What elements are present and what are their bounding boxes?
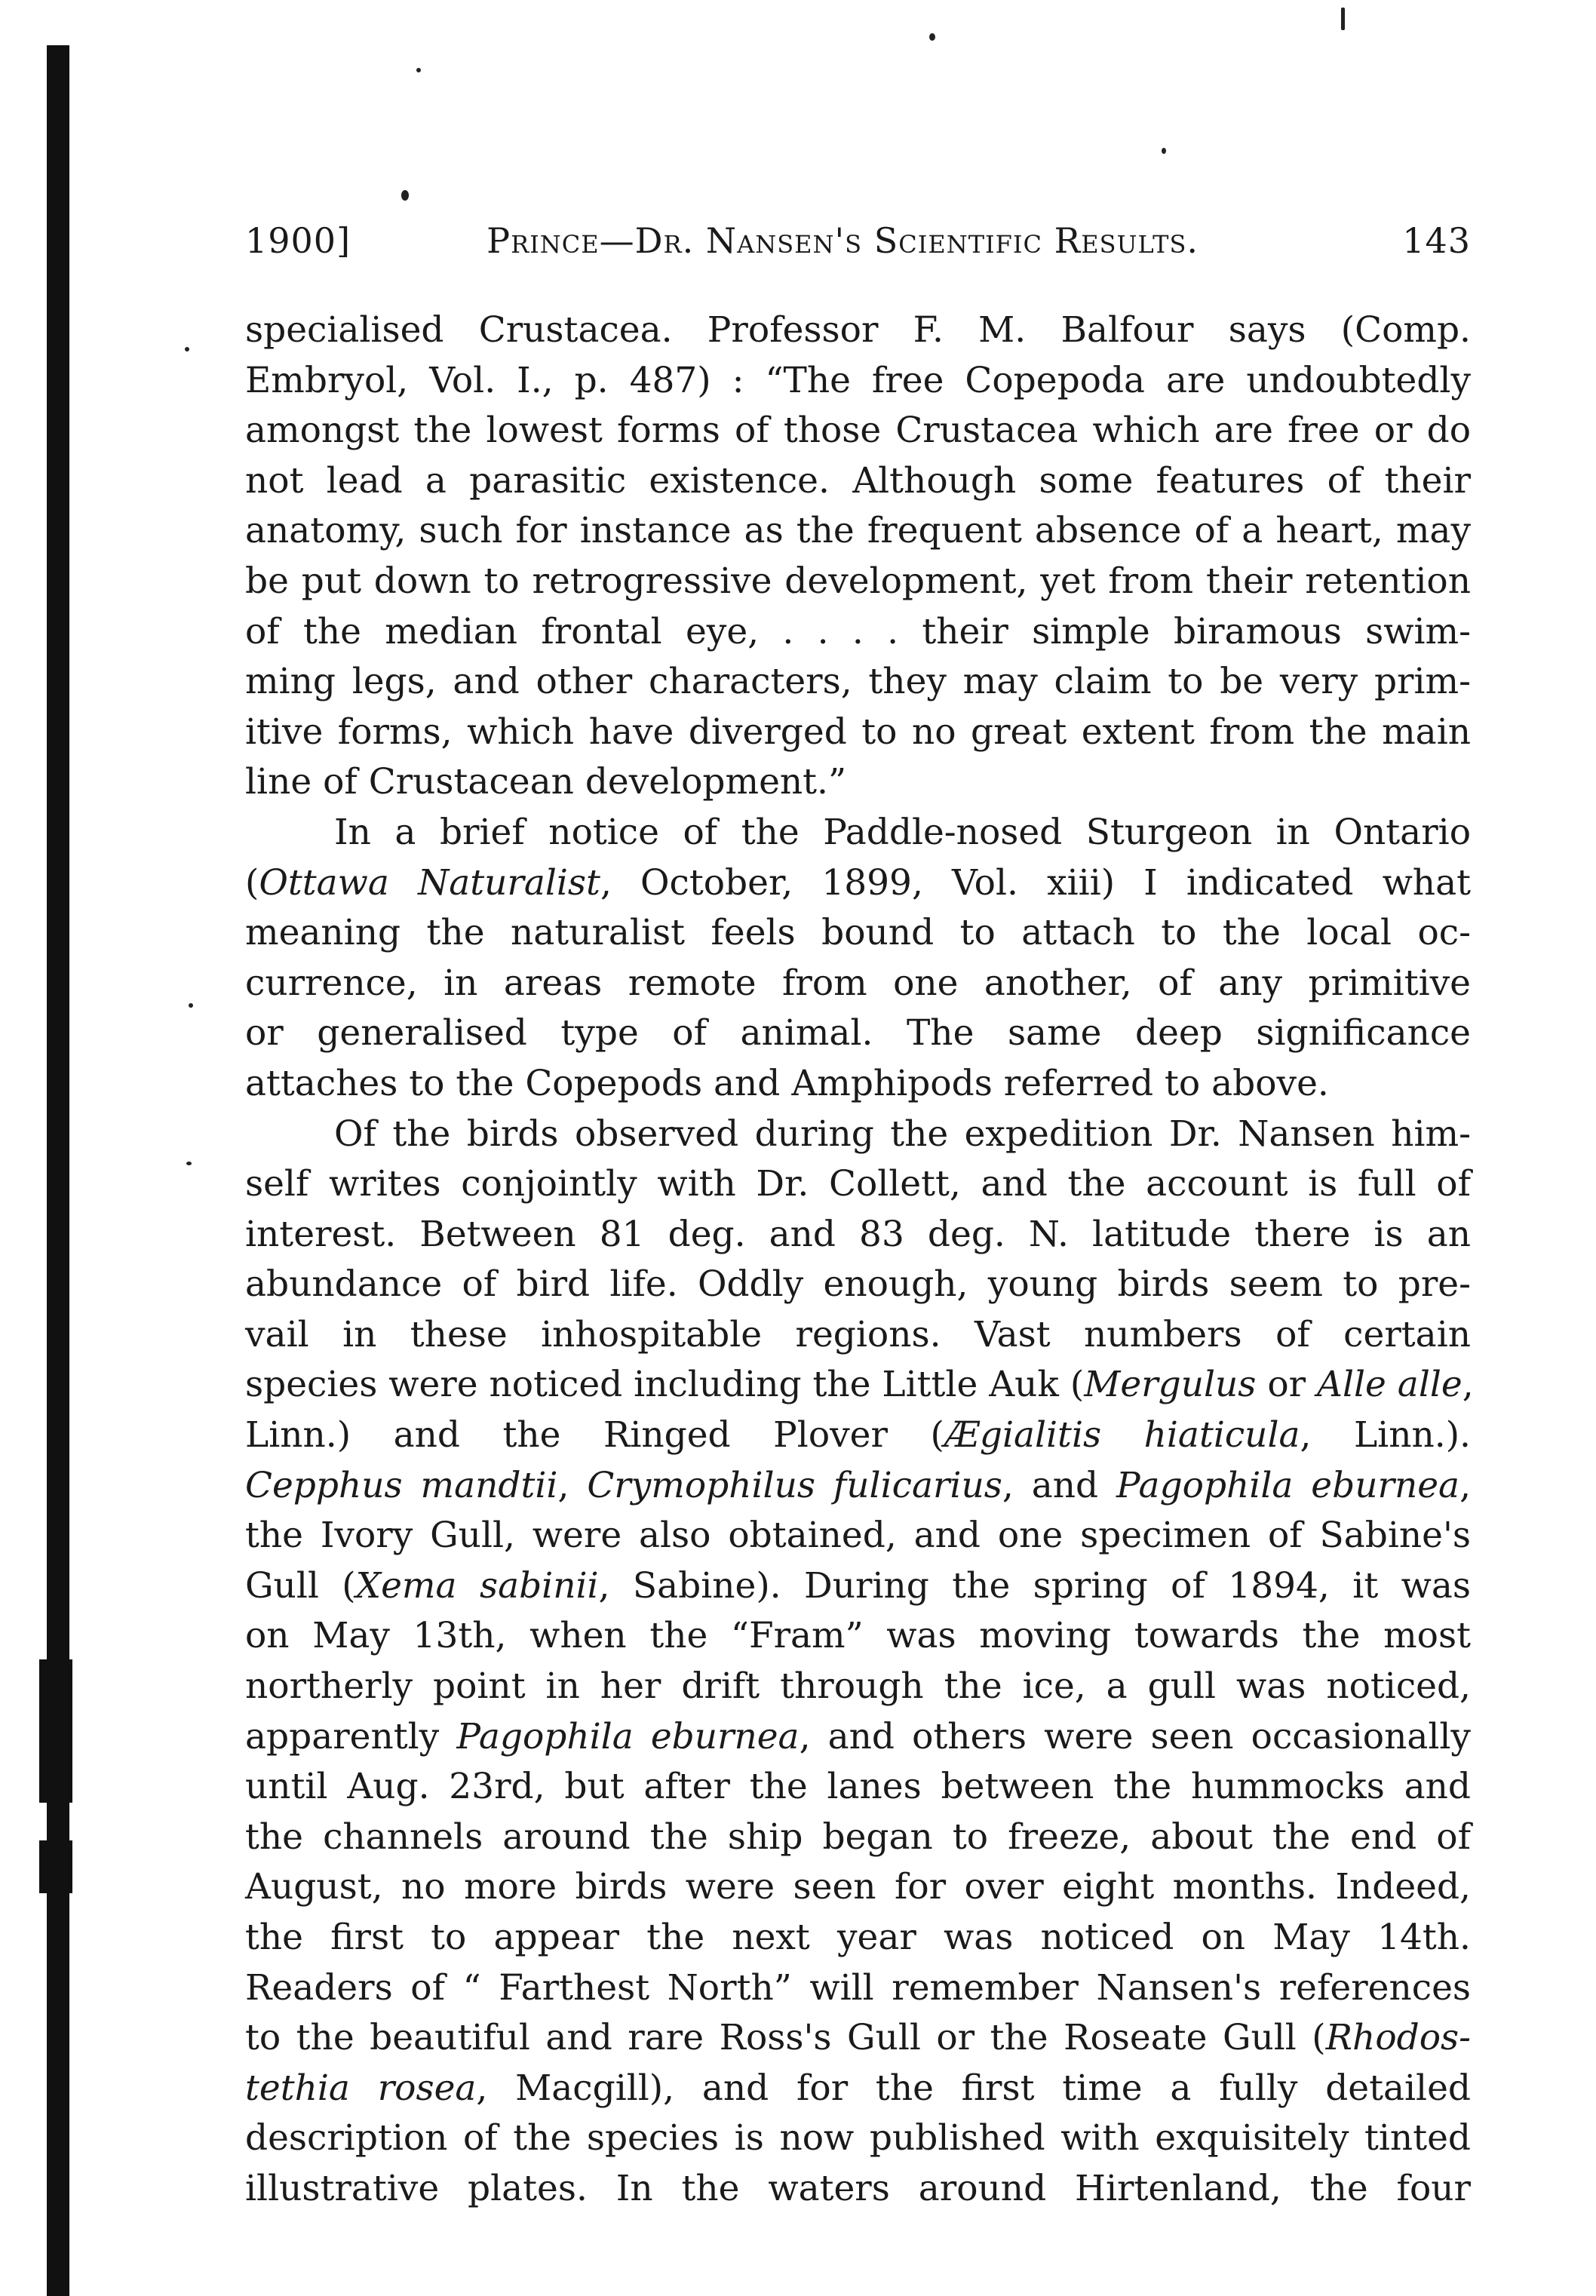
text-line: ming legs, and other characters, they may claim to be very prim- [245, 661, 1471, 703]
text-line: (Ottawa Naturalist, October, 1899, Vol. xiii) I indicated what [245, 861, 1471, 904]
binding-edge [47, 45, 69, 2296]
text-line: description of the species is now published with exquisitely tinted [245, 2117, 1471, 2159]
text-line: itive forms, which have diverged to no great extent from the main [245, 711, 1471, 753]
text-line: Of the birds observed during the expedition Dr. Nansen him- [334, 1113, 1471, 1155]
text-line: be put down to retrogressive development, yet from their retention [245, 560, 1471, 602]
page-number: 143 [1402, 220, 1471, 261]
binding-mark [39, 1659, 72, 1803]
text-line: tethia rosea, Macgill), and for the first time a fully detailed [245, 2067, 1471, 2109]
text-line: meaning the naturalist feels bound to attach to the local oc- [245, 912, 1471, 954]
running-head-title: Prince—Dr. Nansen's Scientific Results. [486, 220, 1199, 261]
text-line: currence, in areas remote from one another, of any primitive [245, 962, 1471, 1004]
text-line: Embryol, Vol. I., p. 487) : “The free Copepoda are undoubtedly [245, 359, 1471, 401]
text-line: vail in these inhospitable regions. Vast numbers of certain [245, 1313, 1471, 1355]
text-line: amongst the lowest forms of those Crustacea which are free or do [245, 410, 1471, 452]
ink-speck [185, 347, 189, 351]
text-line: of the median frontal eye, . . . . their simple biramous swim- [245, 610, 1471, 652]
text-line: the first to appear the next year was noticed on May 14th. [245, 1917, 1471, 1958]
ink-speck [416, 68, 421, 72]
running-head [245, 220, 1471, 273]
text-line: August, no more birds were seen for over eight months. Indeed, [245, 1866, 1471, 1908]
text-line: line of Crustacean development.” [245, 761, 847, 803]
text-line: the Ivory Gull, were also obtained, and one specimen of Sabine's [245, 1515, 1471, 1557]
text-line: the channels around the ship began to freeze, about the end of [245, 1816, 1471, 1858]
text-line: northerly point in her drift through the ice, a gull was noticed, [245, 1665, 1471, 1708]
binding-mark [39, 1840, 72, 1893]
text-line: Readers of “ Farthest North” will remember Nansen's references [245, 1966, 1471, 2009]
text-line: until Aug. 23rd, but after the lanes between the hummocks and [245, 1766, 1471, 1808]
text-line: illustrative plates. In the waters around Hirtenland, the four [245, 2167, 1471, 2209]
text-line: not lead a parasitic existence. Although some features of their [245, 459, 1471, 502]
text-line: specialised Crustacea. Professor F. M. Balfour says (Comp. [245, 309, 1471, 351]
text-line: abundance of bird life. Oddly enough, young birds seem to pre- [245, 1263, 1471, 1306]
text-line: to the beautiful and rare Ross's Gull or the Roseate Gull (Rhodos- [245, 2017, 1471, 2059]
text-line: Gull (Xema sabinii, Sabine). During the spring of 1894, it was [245, 1564, 1472, 1607]
text-line: In a brief notice of the Paddle-nosed Sturgeon in Ontario [334, 811, 1471, 853]
ink-speck [401, 190, 409, 201]
text-line: species were noticed including the Little Auk (Mergulus or Alle alle, [245, 1364, 1474, 1406]
running-head-year: 1900] [245, 220, 351, 261]
body-text [245, 305, 1474, 2215]
ink-speck [1341, 8, 1345, 30]
text-line: Cepphus mandtii, Crymophilus fulicarius, and Pagophila eburnea, [245, 1464, 1472, 1506]
ink-speck [189, 1003, 193, 1008]
text-line: Linn.) and the Ringed Plover (Ægialitis hiaticula, Linn.). [245, 1414, 1471, 1456]
ink-speck [1162, 148, 1166, 154]
text-line: self writes conjointly with Dr. Collett, and the account is full of [245, 1163, 1471, 1205]
text-line: anatomy, such for instance as the frequent absence of a heart, may [245, 510, 1471, 552]
text-line: or generalised type of animal. The same deep significance [245, 1012, 1471, 1054]
ink-speck [929, 33, 935, 41]
text-line: apparently Pagophila eburnea, and others were seen occasionally [245, 1715, 1471, 1757]
text-line: interest. Between 81 deg. and 83 deg. N. latitude there is an [245, 1213, 1471, 1255]
text-line: attaches to the Copepods and Amphipods referred to above. [245, 1062, 1329, 1104]
ink-speck [186, 1162, 192, 1165]
text-line: on May 13th, when the “Fram” was moving towards the most [245, 1615, 1471, 1657]
